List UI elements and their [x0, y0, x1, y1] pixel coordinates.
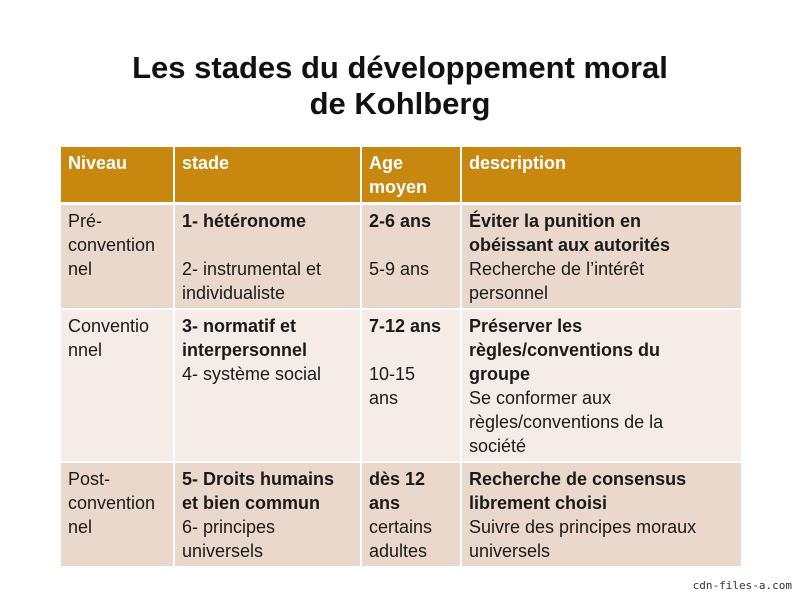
desc-stage-4-line: Se conformer aux [469, 388, 612, 408]
table-row-postconventionnel [61, 462, 741, 567]
age-stage-5-line: ans [369, 493, 401, 513]
desc-stage-3-line: règles/conventions du [469, 340, 661, 360]
cell-stade [174, 204, 361, 310]
cell-stade [174, 462, 361, 567]
stage-2-line: 2- instrumental et [182, 259, 322, 279]
slide-title [0, 50, 800, 122]
niveau-line: nel [68, 517, 93, 537]
niveau-line: nel [68, 259, 93, 279]
cell-age [361, 204, 461, 310]
niveau-line: Post- [68, 469, 111, 489]
stage-2-line: individualiste [182, 283, 286, 303]
kohlberg-stages-table [61, 147, 741, 568]
stage-5-line: et bien commun [182, 493, 321, 513]
title-line-1: Les stades du développement moral [132, 50, 668, 85]
age-stage-4-line: 10-15 [369, 364, 416, 384]
niveau-line: Pré- [68, 211, 103, 231]
desc-stage-4-line: société [469, 436, 527, 456]
header-description: description [461, 147, 741, 204]
table-row-preconventionnel [61, 204, 741, 310]
header-stade: stade [174, 147, 361, 204]
niveau-line: nnel [68, 340, 103, 360]
desc-stage-5-line: Recherche de consensus [469, 469, 687, 489]
age-stage-6-line: adultes [369, 541, 428, 561]
title-line-2: de Kohlberg [309, 86, 491, 121]
header-age-line-2: moyen [369, 177, 428, 197]
stage-3-line: interpersonnel [182, 340, 308, 360]
cell-niveau [61, 462, 174, 567]
cell-description [461, 309, 741, 462]
desc-stage-1-line: obéissant aux autorités [469, 235, 671, 255]
age-stage-3: 7-12 ans [369, 316, 442, 336]
age-stage-2: 5-9 ans [369, 259, 430, 279]
stage-4: 4- système social [182, 364, 322, 384]
cell-stade [174, 309, 361, 462]
niveau-line: Conventio [68, 316, 150, 336]
header-age-line-1: Age [369, 153, 404, 173]
desc-stage-2-line: Recherche de l’intérêt [469, 259, 645, 279]
stage-5-line: 5- Droits humains [182, 469, 335, 489]
source-watermark: cdn-files-a.com [692, 579, 792, 592]
desc-stage-3-line: Préserver les [469, 316, 583, 336]
niveau-line: convention [68, 493, 156, 513]
desc-stage-1-line: Éviter la punition en [469, 211, 642, 231]
stage-6-line: universels [182, 541, 264, 561]
stage-1: 1- hétéronome [182, 211, 307, 231]
age-stage-1: 2-6 ans [369, 211, 432, 231]
desc-stage-2-line: personnel [469, 283, 549, 303]
cell-niveau [61, 309, 174, 462]
table-header-row [61, 147, 741, 204]
cell-description [461, 204, 741, 310]
cell-niveau [61, 204, 174, 310]
stage-3-line: 3- normatif et [182, 316, 297, 336]
table-row-conventionnel [61, 309, 741, 462]
niveau-line: convention [68, 235, 156, 255]
desc-stage-5-line: librement choisi [469, 493, 608, 513]
desc-stage-3-line: groupe [469, 364, 530, 384]
stage-6-line: 6- principes [182, 517, 276, 537]
desc-stage-6-line: universels [469, 541, 551, 561]
cell-age [361, 309, 461, 462]
desc-stage-6-line: Suivre des principes moraux [469, 517, 697, 537]
cell-description [461, 462, 741, 567]
age-stage-5-line: dès 12 [369, 469, 426, 489]
desc-stage-4-line: règles/conventions de la [469, 412, 664, 432]
age-stage-4-line: ans [369, 388, 399, 408]
cell-age [361, 462, 461, 567]
age-stage-6-line: certains [369, 517, 433, 537]
header-niveau: Niveau [61, 147, 174, 204]
header-age [361, 147, 461, 204]
